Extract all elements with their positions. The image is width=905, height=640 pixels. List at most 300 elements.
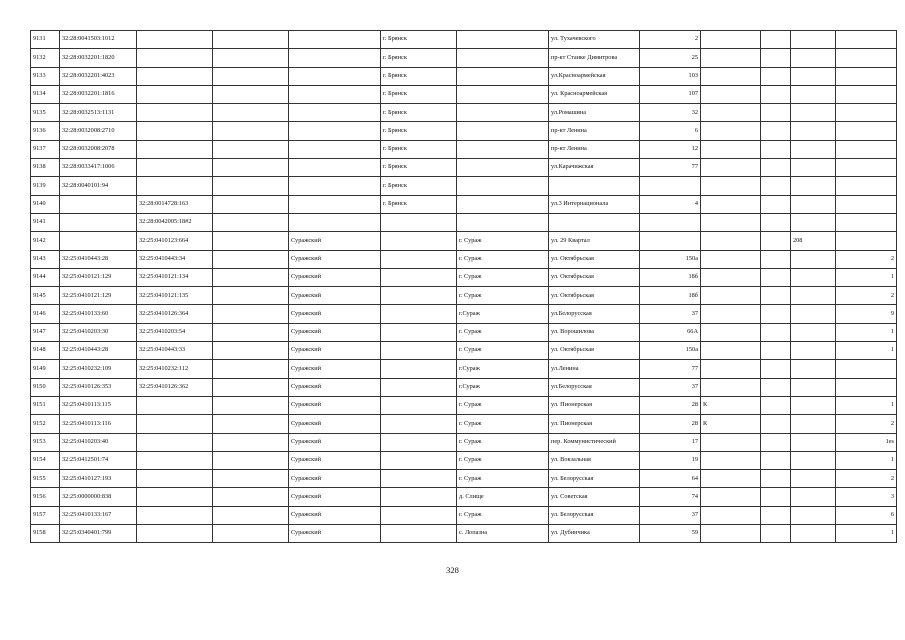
cell-cad1: 32:28:0040101:94: [60, 177, 137, 195]
cell-district: Суражский: [289, 232, 381, 250]
cell-street: ул. Красноармейская: [549, 85, 640, 103]
cell-c13: 3: [836, 488, 897, 506]
cell-c10: [701, 378, 761, 396]
cell-c10: [701, 49, 761, 67]
cell-c13: [836, 378, 897, 396]
cell-c4: [213, 159, 289, 177]
cell-c4: [213, 305, 289, 323]
cell-c11: [761, 360, 791, 378]
cell-street: ул.Карачижская: [549, 159, 640, 177]
cell-num: 9142: [31, 232, 60, 250]
cell-cad2: 32:25:0410121:134: [137, 268, 213, 286]
cell-c12: [791, 342, 836, 360]
cell-district: Суражский: [289, 342, 381, 360]
cell-c13: [836, 195, 897, 213]
cell-locality: г.Сураж: [457, 305, 549, 323]
cell-locality: г. Сураж: [457, 323, 549, 341]
cell-city: [381, 451, 457, 469]
cell-c11: [761, 268, 791, 286]
cell-c11: [761, 433, 791, 451]
cell-cad1: 32:25:0410121:129: [60, 268, 137, 286]
cell-city: [381, 342, 457, 360]
cell-c11: [761, 396, 791, 414]
cell-district: Суражский: [289, 378, 381, 396]
cell-cad1: 32:28:0032201:1816: [60, 85, 137, 103]
cell-district: Суражский: [289, 323, 381, 341]
table-row: [31, 85, 897, 103]
cell-c10: [701, 140, 761, 158]
cell-cad1: 32:28:0032201:4023: [60, 67, 137, 85]
cell-c12: [791, 287, 836, 305]
table-row: [31, 305, 897, 323]
cell-cad2: 32:25:0410123:664: [137, 232, 213, 250]
cell-cad2: [137, 85, 213, 103]
cell-city: [381, 232, 457, 250]
cell-c4: [213, 378, 289, 396]
cell-c10: [701, 506, 761, 524]
cell-num: 9134: [31, 85, 60, 103]
cell-cad2: 32:25:0410126:362: [137, 378, 213, 396]
cell-house: 4: [640, 195, 701, 213]
cell-locality: г. Сураж: [457, 250, 549, 268]
cell-locality: [457, 177, 549, 195]
cell-street: ул. Вокзальная: [549, 451, 640, 469]
cell-district: Суражский: [289, 250, 381, 268]
table-row: [31, 378, 897, 396]
cell-house: 107: [640, 85, 701, 103]
cell-cad2: 32:25:0410443:33: [137, 342, 213, 360]
cell-house: 103: [640, 67, 701, 85]
cell-city: [381, 470, 457, 488]
table-row: [31, 159, 897, 177]
cell-locality: г. Сураж: [457, 396, 549, 414]
cell-c12: [791, 140, 836, 158]
table-row: [31, 360, 897, 378]
cell-district: Суражский: [289, 415, 381, 433]
cell-district: [289, 213, 381, 231]
cell-c11: [761, 31, 791, 49]
cell-c4: [213, 470, 289, 488]
cell-num: 9137: [31, 140, 60, 158]
cell-num: 9152: [31, 415, 60, 433]
table-row: [31, 195, 897, 213]
cell-district: [289, 67, 381, 85]
cell-district: Суражский: [289, 287, 381, 305]
cell-c11: [761, 213, 791, 231]
cell-street: ул.Ромашина: [549, 104, 640, 122]
cell-c12: [791, 525, 836, 543]
cell-c12: [791, 177, 836, 195]
cell-c4: [213, 213, 289, 231]
cell-c4: [213, 67, 289, 85]
cell-c12: [791, 378, 836, 396]
cell-district: [289, 159, 381, 177]
cell-locality: г. Сураж: [457, 268, 549, 286]
cell-locality: г. Сураж: [457, 287, 549, 305]
cell-city: г. Брянск: [381, 140, 457, 158]
table-row: [31, 177, 897, 195]
cell-num: 9133: [31, 67, 60, 85]
cell-district: [289, 31, 381, 49]
cell-num: 9131: [31, 31, 60, 49]
cell-c11: [761, 415, 791, 433]
cell-cad1: 32:25:0410133:167: [60, 506, 137, 524]
cell-num: 9147: [31, 323, 60, 341]
cell-c12: [791, 67, 836, 85]
cell-cad1: 32:25:0410113:116: [60, 415, 137, 433]
cell-house: 32: [640, 104, 701, 122]
cell-c10: [701, 305, 761, 323]
cell-house: 18б: [640, 268, 701, 286]
cell-cad1: 32:25:0410443:28: [60, 342, 137, 360]
cell-house: 37: [640, 378, 701, 396]
table-row: [31, 287, 897, 305]
cell-cad1: 32:25:0410126:353: [60, 378, 137, 396]
cell-street: ул. Дубинчика: [549, 525, 640, 543]
cell-c10: [701, 177, 761, 195]
cell-district: Суражский: [289, 268, 381, 286]
cell-c10: [701, 342, 761, 360]
cell-street: ул.Красноармейская: [549, 67, 640, 85]
cell-num: 9138: [31, 159, 60, 177]
cell-c12: [791, 268, 836, 286]
cell-street: ул. 29 Квартал: [549, 232, 640, 250]
cell-locality: г. Сураж: [457, 451, 549, 469]
cell-c13: [836, 360, 897, 378]
cell-cad2: [137, 433, 213, 451]
cell-district: Суражский: [289, 360, 381, 378]
cell-house: 18б: [640, 287, 701, 305]
cell-c12: [791, 122, 836, 140]
cell-c12: [791, 451, 836, 469]
cell-city: г. Брянск: [381, 104, 457, 122]
cell-c4: [213, 195, 289, 213]
cell-c11: [761, 287, 791, 305]
cell-c11: [761, 250, 791, 268]
cell-c12: [791, 104, 836, 122]
cell-c10: [701, 525, 761, 543]
cell-cad2: 32:25:0410443:34: [137, 250, 213, 268]
cell-locality: г. Сураж: [457, 433, 549, 451]
cell-cad2: [137, 159, 213, 177]
cell-cad1: 32:25:0410133:60: [60, 305, 137, 323]
cell-street: [549, 177, 640, 195]
cell-c10: [701, 488, 761, 506]
cell-district: [289, 122, 381, 140]
cell-cad1: [60, 195, 137, 213]
cell-cad1: 32:25:0410127:193: [60, 470, 137, 488]
cell-cad2: 32:25:0410126:364: [137, 305, 213, 323]
cell-city: г. Брянск: [381, 177, 457, 195]
cell-city: [381, 287, 457, 305]
cell-c11: [761, 525, 791, 543]
cell-c10: [701, 213, 761, 231]
cell-c11: [761, 122, 791, 140]
cell-city: [381, 378, 457, 396]
cell-city: [381, 360, 457, 378]
cell-num: 9158: [31, 525, 60, 543]
table-row: [31, 49, 897, 67]
cell-locality: г. Сураж: [457, 415, 549, 433]
cell-locality: д. Слище: [457, 488, 549, 506]
cell-city: [381, 415, 457, 433]
cell-cad2: 32:25:0410203:54: [137, 323, 213, 341]
cell-c13: 1: [836, 323, 897, 341]
cell-num: 9157: [31, 506, 60, 524]
cell-street: пр-кт Ленина: [549, 122, 640, 140]
cell-house: 74: [640, 488, 701, 506]
cell-c12: [791, 396, 836, 414]
cell-house: 12: [640, 140, 701, 158]
cell-cad2: [137, 49, 213, 67]
table-row: [31, 104, 897, 122]
cell-street: пер. Коммунистический: [549, 433, 640, 451]
table-body: [31, 31, 897, 543]
cell-house: 37: [640, 506, 701, 524]
cell-c10: [701, 470, 761, 488]
cell-c10: К: [701, 415, 761, 433]
cell-c4: [213, 323, 289, 341]
cell-c4: [213, 415, 289, 433]
cell-locality: [457, 140, 549, 158]
cell-street: ул. Белорусская: [549, 470, 640, 488]
cell-street: ул. Октябрьская: [549, 342, 640, 360]
cell-c11: [761, 104, 791, 122]
cell-cad2: [137, 31, 213, 49]
cell-cad1: [60, 232, 137, 250]
cell-c13: 2: [836, 287, 897, 305]
cell-city: [381, 268, 457, 286]
cell-c13: [836, 104, 897, 122]
cell-c13: 9: [836, 305, 897, 323]
cell-cad2: [137, 451, 213, 469]
table-row: [31, 470, 897, 488]
cell-locality: г. Сураж: [457, 232, 549, 250]
cell-num: 9136: [31, 122, 60, 140]
register-table: [30, 30, 897, 543]
cell-c4: [213, 85, 289, 103]
cell-c11: [761, 342, 791, 360]
cell-district: [289, 85, 381, 103]
cell-district: Суражский: [289, 488, 381, 506]
cell-num: 9149: [31, 360, 60, 378]
cell-locality: [457, 49, 549, 67]
cell-c4: [213, 31, 289, 49]
table-row: [31, 268, 897, 286]
cell-c4: [213, 506, 289, 524]
page-number: 328: [446, 565, 459, 575]
cell-cad1: 32:25:0410113:115: [60, 396, 137, 414]
cell-city: [381, 396, 457, 414]
table-row: [31, 323, 897, 341]
cell-city: г. Брянск: [381, 67, 457, 85]
cell-locality: г.Сураж: [457, 360, 549, 378]
cell-c10: [701, 268, 761, 286]
cell-num: 9153: [31, 433, 60, 451]
cell-c10: [701, 195, 761, 213]
cell-num: 9139: [31, 177, 60, 195]
cell-c4: [213, 122, 289, 140]
cell-district: Суражский: [289, 506, 381, 524]
cell-cad2: [137, 525, 213, 543]
cell-city: г. Брянск: [381, 122, 457, 140]
cell-cad2: [137, 506, 213, 524]
cell-district: [289, 140, 381, 158]
table-row: [31, 415, 897, 433]
cell-locality: [457, 31, 549, 49]
cell-street: ул. Тухачевского: [549, 31, 640, 49]
cell-c4: [213, 342, 289, 360]
cell-c13: 1: [836, 268, 897, 286]
cell-c13: [836, 85, 897, 103]
cell-c13: [836, 159, 897, 177]
cell-c4: [213, 433, 289, 451]
cell-house: [640, 177, 701, 195]
cell-c13: [836, 232, 897, 250]
cell-c10: [701, 67, 761, 85]
cell-c12: 208: [791, 232, 836, 250]
cell-c10: [701, 122, 761, 140]
cell-num: 9140: [31, 195, 60, 213]
cell-street: ул.Белорусская: [549, 305, 640, 323]
cell-cad1: 32:28:0032513:1131: [60, 104, 137, 122]
cell-locality: г. Сураж: [457, 342, 549, 360]
cell-cad1: 32:28:0032008:2078: [60, 140, 137, 158]
cell-c11: [761, 488, 791, 506]
cell-locality: [457, 104, 549, 122]
cell-house: [640, 232, 701, 250]
cell-c12: [791, 85, 836, 103]
cell-city: [381, 213, 457, 231]
cell-cad2: [137, 104, 213, 122]
table-row: [31, 232, 897, 250]
cell-c12: [791, 31, 836, 49]
cell-house: 6: [640, 122, 701, 140]
cell-cad2: [137, 67, 213, 85]
cell-district: [289, 49, 381, 67]
cell-cad1: 32:25:0410203:30: [60, 323, 137, 341]
cell-city: г. Брянск: [381, 31, 457, 49]
cell-c13: [836, 213, 897, 231]
cell-house: 64: [640, 470, 701, 488]
cell-num: 9148: [31, 342, 60, 360]
cell-c13: [836, 49, 897, 67]
cell-c13: [836, 122, 897, 140]
cell-house: 150а: [640, 342, 701, 360]
cell-city: [381, 488, 457, 506]
cell-cad1: 32:25:0412501:74: [60, 451, 137, 469]
cell-c12: [791, 323, 836, 341]
cell-c10: [701, 250, 761, 268]
cell-locality: г. Сураж: [457, 506, 549, 524]
table-row: [31, 396, 897, 414]
cell-c12: [791, 195, 836, 213]
cell-c13: [836, 140, 897, 158]
cell-c12: [791, 433, 836, 451]
cell-street: ул.Ленина: [549, 360, 640, 378]
cell-street: [549, 213, 640, 231]
cell-c11: [761, 506, 791, 524]
cell-locality: [457, 122, 549, 140]
cell-c4: [213, 140, 289, 158]
cell-c12: [791, 213, 836, 231]
cell-house: [640, 213, 701, 231]
cell-c13: [836, 177, 897, 195]
cell-cad1: 32:28:0032201:1820: [60, 49, 137, 67]
cell-city: [381, 250, 457, 268]
cell-house: 2: [640, 31, 701, 49]
cell-c10: [701, 287, 761, 305]
cell-c13: 2: [836, 250, 897, 268]
cell-locality: г. Сураж: [457, 470, 549, 488]
cell-c4: [213, 104, 289, 122]
cell-c11: [761, 323, 791, 341]
cell-c10: [701, 104, 761, 122]
cell-city: [381, 525, 457, 543]
cell-c12: [791, 360, 836, 378]
cell-house: 28: [640, 415, 701, 433]
cell-locality: [457, 159, 549, 177]
cell-locality: с. Лопазна: [457, 525, 549, 543]
cell-num: 9154: [31, 451, 60, 469]
cell-cad1: [60, 213, 137, 231]
cell-house: 59: [640, 525, 701, 543]
cell-c12: [791, 250, 836, 268]
cell-cad2: 32:25:0410121:135: [137, 287, 213, 305]
cell-city: [381, 433, 457, 451]
cell-street: пр-кт Станке Димитрова: [549, 49, 640, 67]
cell-c4: [213, 49, 289, 67]
cell-street: ул. Октябрьская: [549, 268, 640, 286]
cell-locality: [457, 213, 549, 231]
cell-c10: К: [701, 396, 761, 414]
cell-cad2: [137, 488, 213, 506]
cell-c10: [701, 159, 761, 177]
table-row: [31, 67, 897, 85]
cell-cad1: 32:25:0340401:799: [60, 525, 137, 543]
cell-city: [381, 323, 457, 341]
table-row: [31, 433, 897, 451]
cell-street: ул.3 Интернационала: [549, 195, 640, 213]
cell-district: Суражский: [289, 396, 381, 414]
cell-cad2: [137, 140, 213, 158]
cell-house: 19: [640, 451, 701, 469]
cell-c12: [791, 159, 836, 177]
cell-cad1: 32:28:0041503:1012: [60, 31, 137, 49]
cell-house: 37: [640, 305, 701, 323]
cell-c12: [791, 415, 836, 433]
cell-num: 9132: [31, 49, 60, 67]
cell-locality: г.Сураж: [457, 378, 549, 396]
cell-house: 66А: [640, 323, 701, 341]
cell-district: Суражский: [289, 525, 381, 543]
cell-street: ул. Белорусская: [549, 506, 640, 524]
cell-cad2: 32:28:0042005:18#2: [137, 213, 213, 231]
cell-street: ул. Пионерская: [549, 415, 640, 433]
table-row: [31, 250, 897, 268]
cell-house: 25: [640, 49, 701, 67]
cell-c13: 1: [836, 451, 897, 469]
cell-house: 28: [640, 396, 701, 414]
table-row: [31, 140, 897, 158]
cell-district: [289, 104, 381, 122]
cell-c12: [791, 49, 836, 67]
table-row: [31, 525, 897, 543]
cell-locality: [457, 195, 549, 213]
cell-street: пр-кт Ленина: [549, 140, 640, 158]
cell-c10: [701, 433, 761, 451]
table-row: [31, 31, 897, 49]
